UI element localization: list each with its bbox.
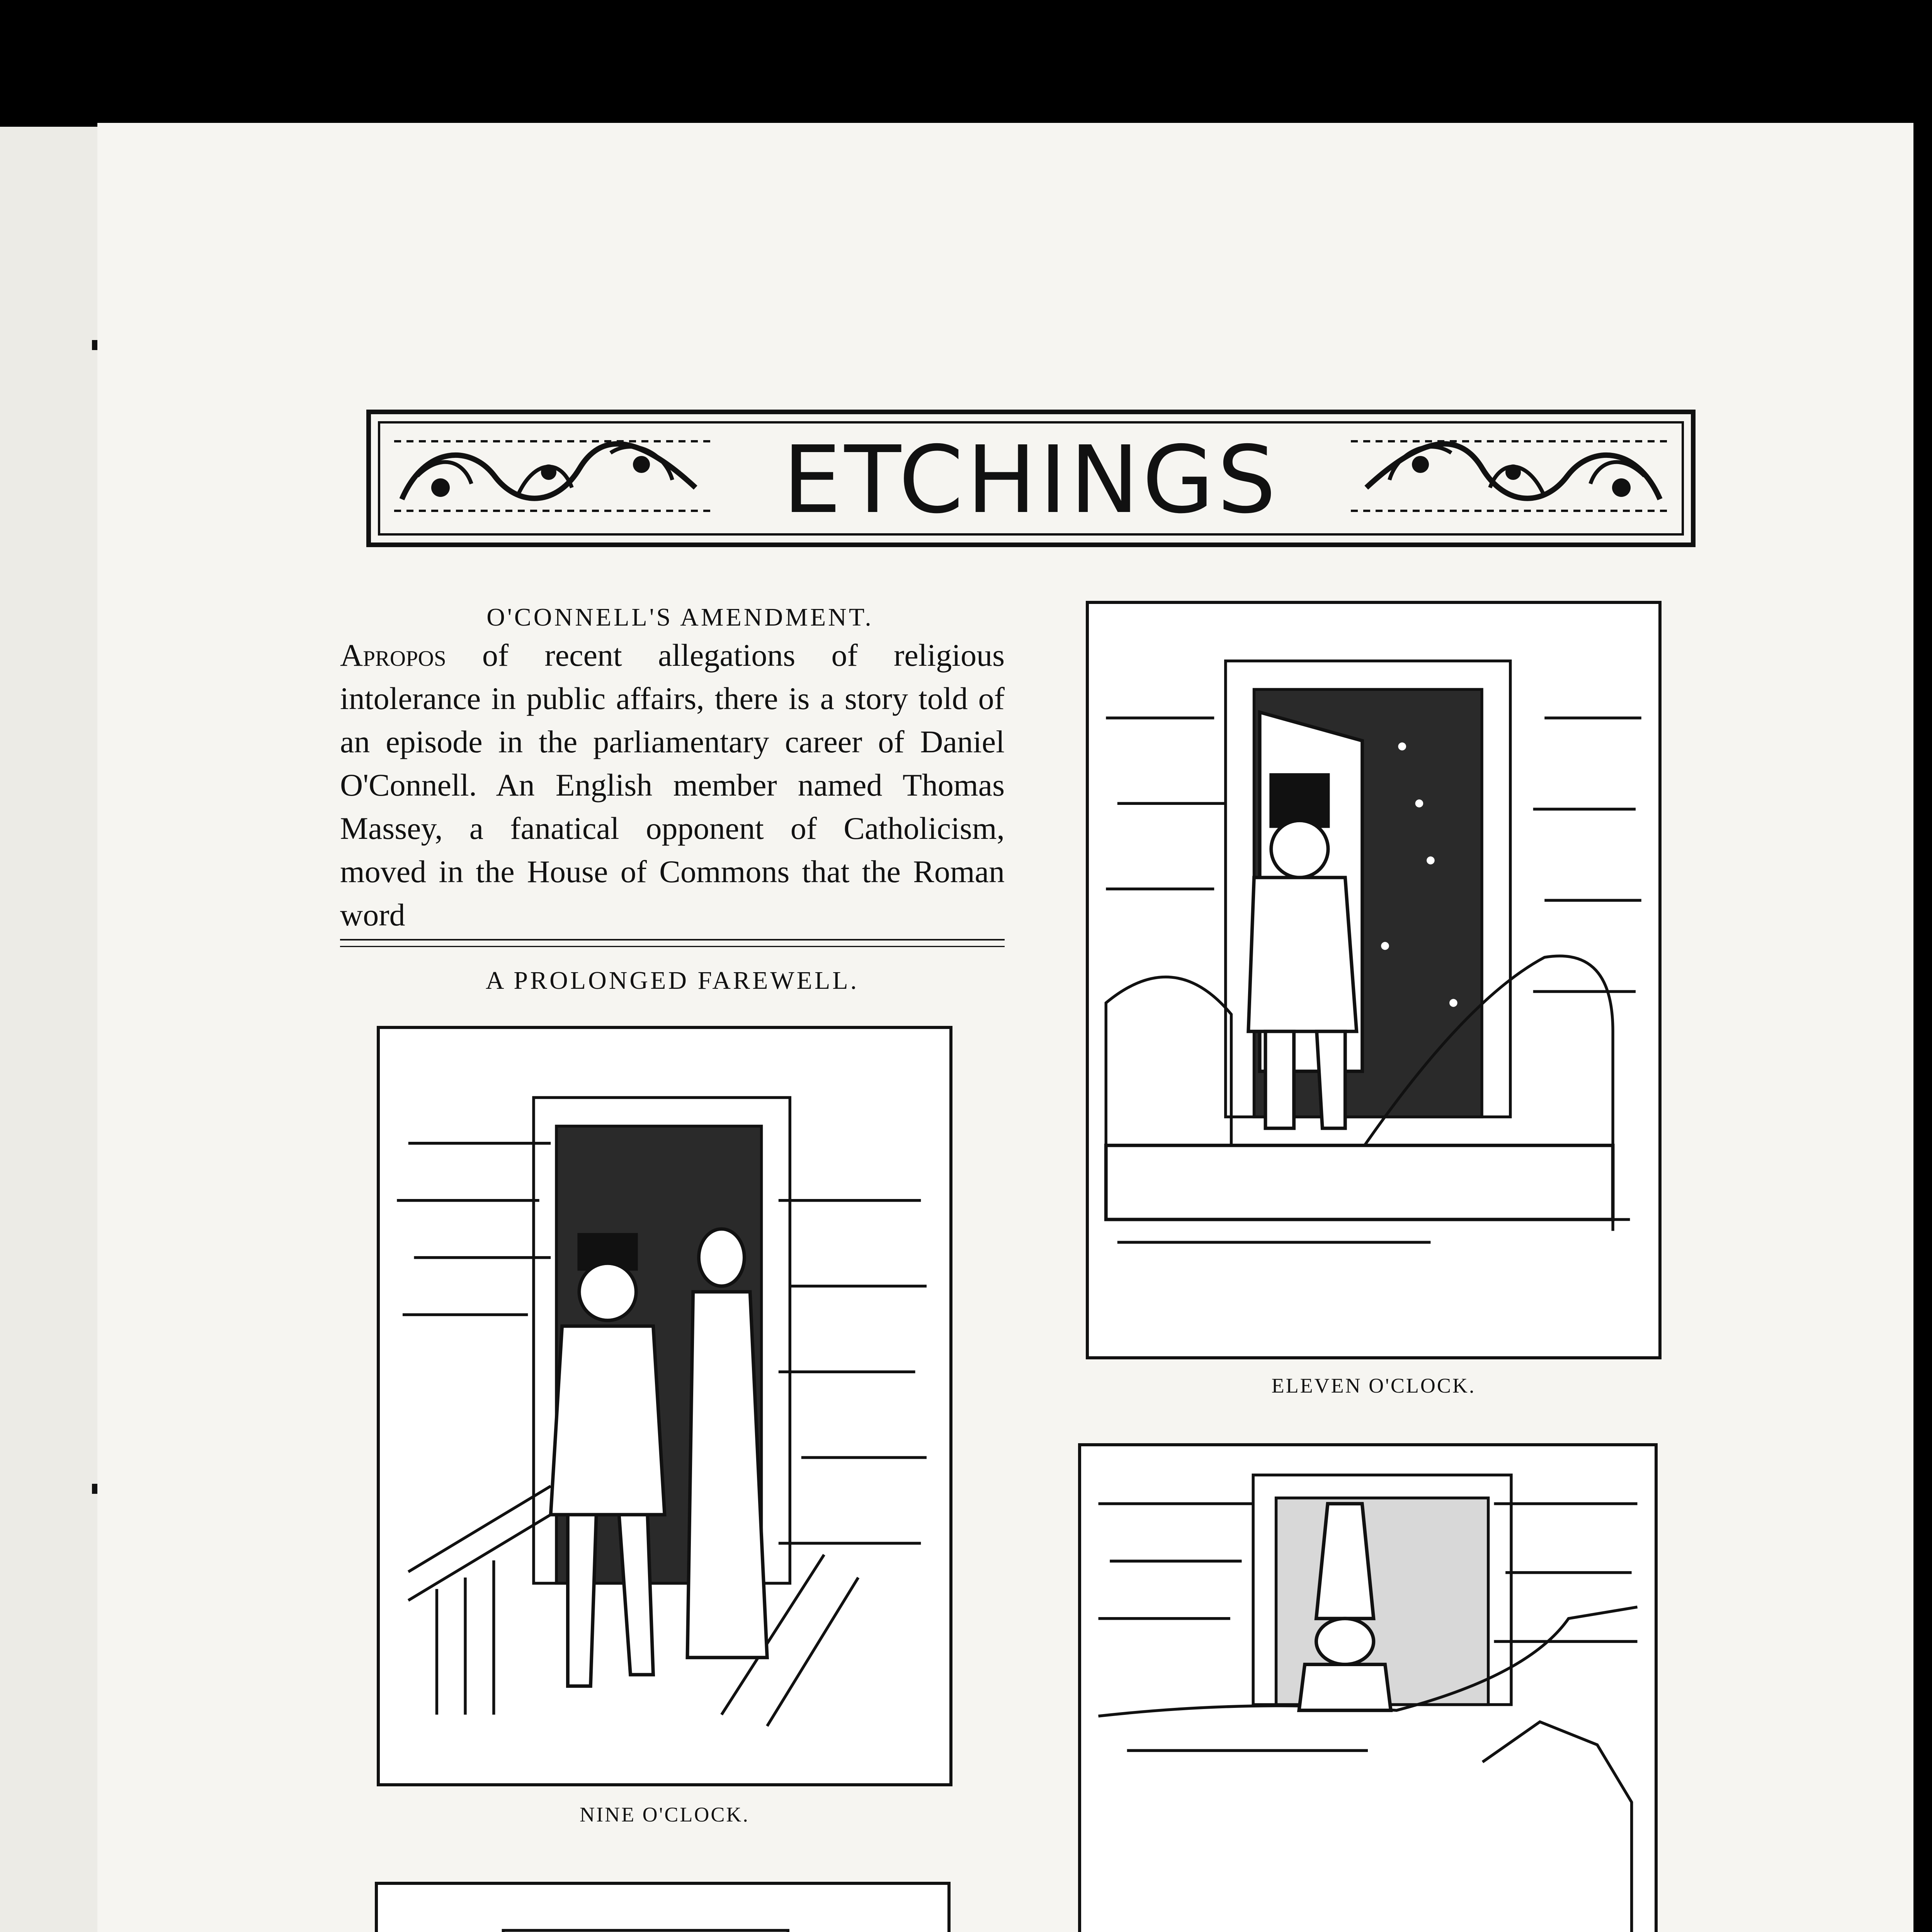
divider — [340, 946, 1005, 947]
page-title: ETCHINGS — [782, 426, 1279, 534]
panel-caption: ELEVEN O'CLOCK. — [1271, 1374, 1476, 1397]
panel-caption: NINE O'CLOCK. — [580, 1803, 750, 1826]
lead-word: Apropos — [340, 638, 446, 673]
divider — [340, 939, 1005, 940]
illustration-twelve-oclock — [1078, 1443, 1658, 1932]
article-paragraph — [340, 634, 1005, 937]
illustration-eleven-oclock — [1086, 601, 1662, 1359]
facing-page-edge — [0, 127, 104, 1932]
article-heading: A PROLONGED FAREWELL. — [485, 966, 859, 995]
illustration-ten-oclock — [375, 1882, 951, 1932]
etchings-header — [366, 410, 1696, 547]
article-text: of recent allegations of religious intolerance in public affairs, there is a story told of an episode in the parliamentary career of Daniel O'Connell. An English member named Thomas Massey, a fanatical opponent of Catholicism, moved in the House of Commons that the Roman word — [340, 638, 1005, 932]
article-heading: O'CONNELL'S AMENDMENT. — [486, 603, 874, 631]
illustration-nine-oclock — [377, 1026, 952, 1786]
